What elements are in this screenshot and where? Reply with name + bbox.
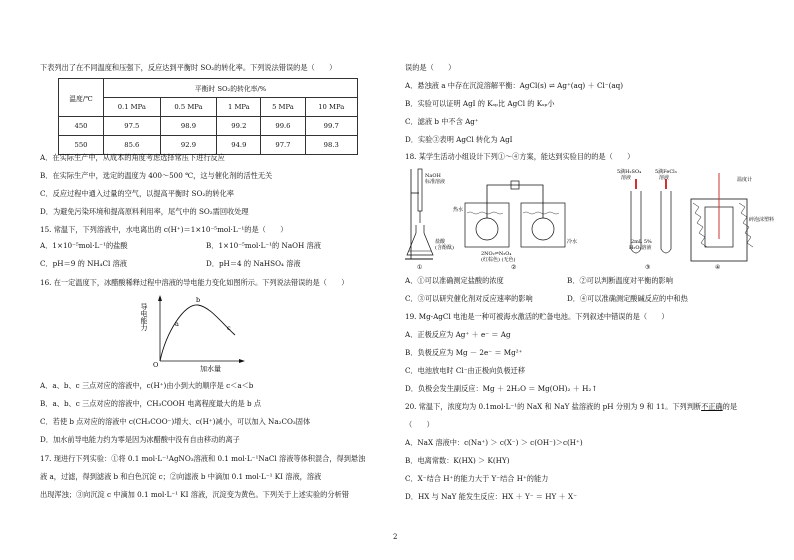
origin-label: O [153,361,159,369]
table-cell: 99.6 [261,117,305,136]
table-cell: 94.9 [217,136,261,155]
burette-apparatus [405,169,454,259]
q17-option-a: A．悬浊液 a 中存在沉淀溶解平衡：AgCl(s) ⇌ Ag⁺(aq) ＋ Cl⁻(aq) [405,81,624,90]
q14-option-d: D．为避免污染环境和提高原料利用率，尾气中的 SO₂需回收处理 [40,207,249,216]
q16-option-d: D．加水前导电能力约为零是因为冰醋酸中没有自由移动的离子 [40,435,240,444]
q17-option-b: B．实验可以证明 AgI 的 Kₛₚ比 AgCl 的 Kₛₚ小 [405,99,555,108]
table-row [59,136,358,155]
svg-text:溶液: 溶液 [659,175,670,181]
q19-option-a: A．正极反应为 Ag⁺ ＋ e⁻ ＝ Ag [405,330,511,339]
svg-text:(含酚酞): (含酚酞) [435,245,454,251]
table-cell: 97.7 [261,136,305,155]
table-cell: 550 [59,136,104,155]
point-b-label: b [196,296,201,304]
q16-stem: 16. 在一定温度下，冰醋酸稀释过程中溶液的导电能力变化如图所示。下列说法错误的是（ ） [40,278,349,287]
q19-option-b: B．负极反应为 Mg － 2e⁻ ＝ Mg²⁺ [405,348,523,357]
table-cell: 99.7 [305,117,358,136]
q17-option-c: C．滤液 b 中不含 Ag⁺ [405,117,479,126]
svg-text:④: ④ [715,264,721,271]
table-cell: 99.2 [217,117,261,136]
q18-option-d: D．④可以准确测定酸碱反应的中和热 [567,294,688,303]
svg-text:冷水: 冷水 [567,239,578,245]
svg-text:①: ① [417,264,423,271]
q16-option-a: A．a、b、c 三点对应的溶液中，c(H⁺)由小到大的顺序是 c＜a＜b [40,381,254,390]
right-column [397,0,794,560]
q17-line-1: 17. 现进行下列实验：①将 0.1 mol·L⁻¹AgNO₃溶液和 0.1 mol·L⁻¹NaCl 溶液等体积混合，得到悬浊 [40,454,366,463]
q15-option-b: B．1×10⁻⁵mol·L⁻¹的 NaOH 溶液 [206,241,321,250]
pressure-cell: 0.1 MPa [104,98,161,117]
svg-text:5滴H₂SO₄: 5滴H₂SO₄ [617,169,642,175]
q18-option-c: C．③可以研究催化剂对反应速率的影响 [405,294,533,303]
table-cell: 450 [59,117,104,136]
x-axis-label: 加水量 [200,365,221,373]
q17-option-d: D．实验③表明 AgCl 转化为 AgI [405,135,513,144]
q19-option-c: C．电池放电时 Cl⁻由正极向负极迁移 [405,366,526,375]
q16-option-c: C．若使 b 点对应的溶液中 c(CH₃COO⁻)增大、c(H⁺)减小，可以加入 Na₂CO₃固体 [40,417,311,426]
svg-text:NaOH: NaOH [425,173,441,179]
q14-stem: 下表列出了在不同温度和压强下，反应达到平衡时 SO₂的转化率。下列说法错误的是（ ） [40,63,337,72]
svg-text:热水: 热水 [453,207,464,213]
point-a-label: a [175,320,179,328]
calorimeter-apparatus [691,173,774,261]
table-cell: 98.3 [305,136,358,155]
svg-text:碎泡沫塑料: 碎泡沫塑料 [749,217,775,223]
q14-option-a: A．在实际生产中，从成本的角度考虑选择常压下进行反应 [40,153,225,162]
q17-line-2: 液 a，过滤，得到滤液 b 和白色沉淀 c；②向滤液 b 中滴加 0.1 mol·L⁻¹ KI 溶液，溶液 [40,472,322,481]
y-axis-label: 导电能力 [140,303,148,331]
table-col-header: 平衡时 SO₂的转化率/% [104,79,358,98]
q19-option-d: D．负极会发生副反应：Mg ＋ 2H₂O ＝ Mg(OH)₂ ＋ H₂↑ [405,384,598,393]
q20-stem-bracket: （ ） [405,420,434,429]
q17-line-3: 出现浑浊；③向沉淀 c 中滴加 0.1 mol·L⁻¹ KI 溶液，沉淀变为黄色。下列关于上述实验的分析错 [40,490,349,499]
svg-text:标准溶液: 标准溶液 [425,179,446,185]
svg-text:③: ③ [645,264,651,271]
svg-text:溶液: 溶液 [621,175,632,181]
table-row [59,117,358,136]
q18-option-a: A．①可以准确测定盐酸的浓度 [405,276,504,285]
pressure-cell: 0.5 MPa [160,98,217,117]
test-tubes-apparatus [617,168,677,253]
q20-stem: 20. 常温下，浓度均为 0.1mol·L⁻¹的 NaX 和 NaY 盐溶液的 pH 分别为 9 和 11。下列判断不正确的是 [405,402,738,411]
q14-option-c: C．反应过程中通入过量的空气，以提高平衡时 SO₂的转化率 [40,189,234,198]
table-cell: 85.6 [104,136,161,155]
q18-stem: 18. 某学生活动小组设计下列①～④方案，能达到实验目的的是（ ） [405,152,635,161]
q19-stem: 19. Mg-AgCl 电池是一种可被海水激活的贮备电池。下列叙述中错误的是（ ） [405,312,669,321]
pressure-cell: 10 MPa [305,98,358,117]
table-row-header: 温度/℃ [59,79,104,117]
table-cell: 97.5 [104,117,161,136]
q15-option-d: D．pH＝4 的 NaHSO₄ 溶液 [206,259,301,268]
q18-option-b: B．②可以判断温度对平衡的影响 [567,276,673,285]
svg-text:2NO₂⇌N₂O₄: 2NO₂⇌N₂O₄ [481,251,512,257]
q18-apparatus-figure [403,163,783,271]
q15-option-a: A．1×10⁻⁵mol·L⁻¹的盐酸 [40,241,128,250]
q15-stem: 15. 常温下，下列溶液中，水电离出的 c(H⁺)＝1×10⁻⁵mol·L⁻¹的是（ ） [40,225,288,234]
q16-option-b: B．a、b、c 三点对应的溶液中，CH₃COOH 电离程度最大的是 b 点 [40,399,262,408]
table-cell: 92.9 [160,136,217,155]
q20-option-a: A．NaX 溶液中：c(Na⁺) ＞ c(X⁻) ＞ c(OH⁻)＞c(H⁺) [405,438,583,447]
q15-option-c: C．pH＝9 的 NH₄Cl 溶液 [40,259,127,268]
no2-equilibrium-apparatus [453,181,577,263]
svg-text:温度计: 温度计 [737,177,753,183]
pressure-cell: 5 MPa [261,98,305,117]
q20-option-d: D．HX 与 NaY 能发生反应：HX ＋ Y⁻ ＝ HY ＋ X⁻ [405,492,577,501]
q20-option-c: C．X⁻结合 H⁺的能力大于 Y⁻结合 H⁺的能力 [405,474,549,483]
point-c-label: c [227,324,231,332]
conductivity-graph [140,293,250,373]
pressure-cell: 1 MPa [217,98,261,117]
svg-text:(红棕色) (无色): (红棕色) (无色) [481,257,516,263]
svg-text:②: ② [511,264,517,271]
q14-option-b: B．在实际生产中，选定的温度为 400～500 ℃，这与催化剂的活性无关 [40,171,273,180]
page-number: 2 [393,533,398,541]
svg-text:2mL 5%: 2mL 5% [631,239,652,245]
svg-text:H₂O₂溶液: H₂O₂溶液 [629,245,652,251]
svg-text:盐酸: 盐酸 [435,239,446,245]
q17-stem-continued: 误的是（ ） [405,63,456,72]
table-cell: 98.9 [160,117,217,136]
q14-table [58,78,358,155]
svg-text:5滴FeCl₃: 5滴FeCl₃ [655,169,677,175]
q20-option-b: B．电离常数：K(HX) ＞ K(HY) [405,456,510,465]
